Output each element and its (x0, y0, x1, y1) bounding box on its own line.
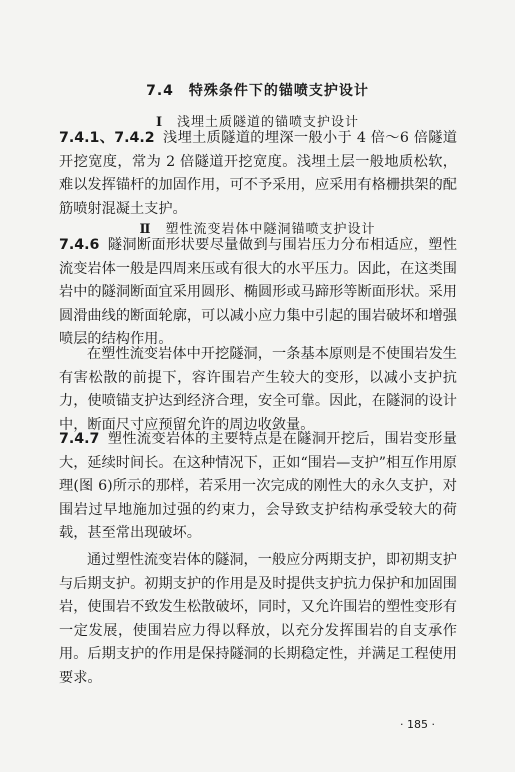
paragraph-7-4-7 (59, 428, 457, 546)
clause-number: 7.4.7 (59, 431, 100, 447)
paragraph-7-4-7-continued (59, 549, 457, 691)
paragraph-text: 在塑性流变岩体中开挖隧洞，一条基本原则是不使围岩发生有害松散的前提下，容许围岩产生较大的变形，以减小支护抗力，使喷锚支护达到经济合理，安全可靠。因此，在隧洞的设计中，断面尺寸应预留允许的周边收敛量。 (59, 346, 457, 433)
paragraph-7-4-1 (59, 127, 457, 221)
paragraph-text: 浅埋土质隧道的埋深一般小于 4 倍～6 倍隧道开挖宽度，常为 2 倍隧道开挖宽度。浅埋土层一般地质松软，难以发挥锚杆的加固作用，可不予采用，应采用有格栅拱架的配筋喷射混凝土支护。 (59, 130, 457, 217)
subsection-roman-numeral: Ⅱ (139, 222, 152, 237)
clause-number: 7.4.1、7.4.2 (59, 130, 155, 146)
subsection-title: 浅埋土质隧道的锚喷支护设计 (177, 115, 360, 130)
paragraph-7-4-6-continued (59, 343, 457, 437)
subsection-title: 塑性流变岩体中隧洞锚喷支护设计 (165, 222, 376, 237)
paragraph-text: 隧洞断面形状要尽量做到与围岩压力分布相适应，塑性流变岩体一般是四周来压或有很大的水平压力。因此，在这类围岩中的隧洞断面宜采用圆形、椭圆形或马蹄形等断面形状。采用圆滑曲线的断面轮廓，可以减小应力集中引起的围岩破坏和增强喷层的结构作用。 (59, 237, 457, 348)
paragraph-text: 塑性流变岩体的主要特点是在隧洞开挖后，围岩变形量大，延续时间长。在这种情况下，正如“围岩—支护”相互作用原理(图 6)所示的那样，若采用一次完成的刚性大的永久支护，对围岩过早地施加过强的约束力，会导致支护结构承受较大的荷载，甚至常出现破坏。 (59, 431, 457, 542)
subsection-roman-numeral: Ⅰ (155, 115, 164, 130)
paragraph-7-4-6 (59, 234, 457, 352)
page-number: · 185 · (400, 718, 435, 731)
section-title: 7.4 特殊条件下的锚喷支护设计 (146, 83, 369, 99)
clause-number: 7.4.6 (59, 237, 100, 253)
paragraph-text: 通过塑性流变岩体的隧洞，一般应分两期支护，即初期支护与后期支护。初期支护的作用是及时提供支护抗力保护和加固围岩，使围岩不致发生松散破坏，同时，又允许围岩的塑性变形有一定发展，使围岩应力得以释放，以充分发挥围岩的自支承作用。后期支护的作用是保持隧洞的长期稳定性，并满足工程使用要求。 (59, 552, 457, 686)
